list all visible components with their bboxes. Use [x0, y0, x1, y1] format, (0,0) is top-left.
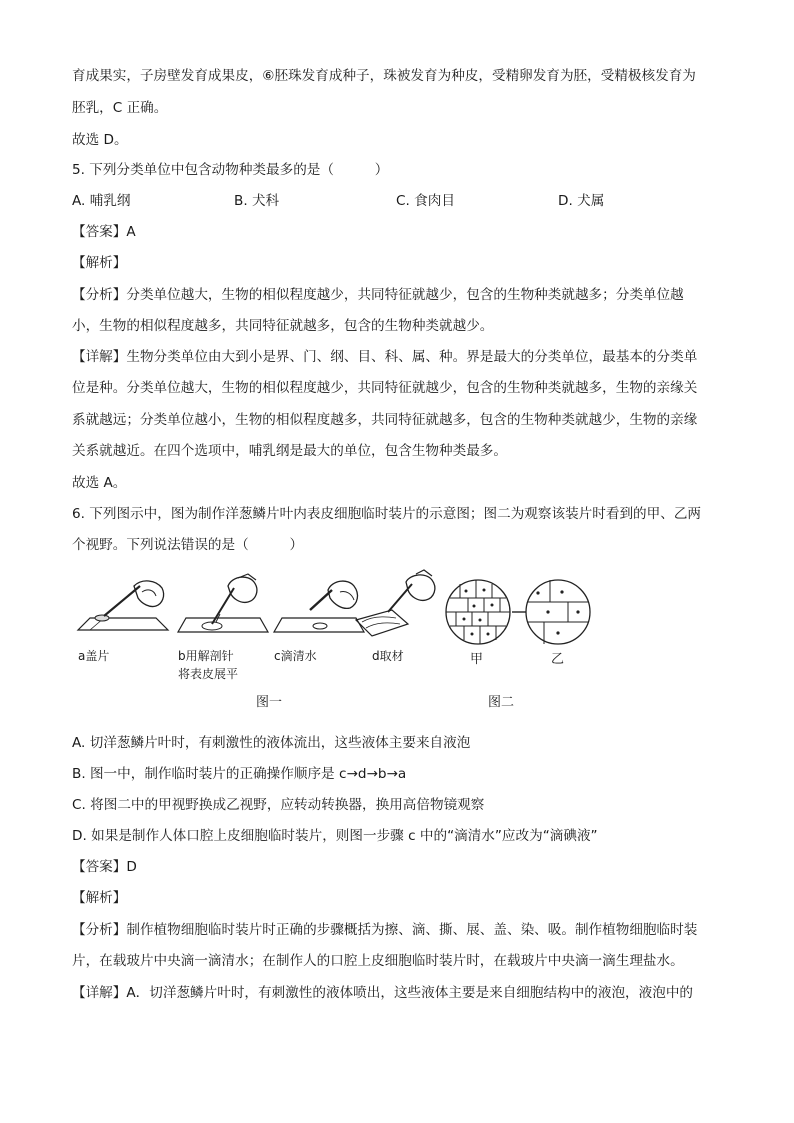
text-line: 胚乳，C 正确。: [72, 100, 168, 116]
text-line: 系就越远；分类单位越小，生物的相似程度越多，共同特征就越多，包含的生物种类就越少，生物的亲缘: [72, 412, 698, 428]
text-line: 关系就越近。在四个选项中，哺乳纲是最大的单位，包含生物种类最多。: [72, 443, 507, 459]
text-line: 故选 D。: [72, 132, 128, 148]
q5-option-d: D. 犬属: [558, 193, 605, 209]
step-b-label-line2: 将表皮展平: [178, 667, 239, 681]
q5-option-b: B. 犬科: [234, 193, 280, 209]
text-line: 育成果实，子房壁发育成果皮，⑥胚珠发育成种子，珠被发育为种皮，受精卵发育为胚，受精极核发育为: [72, 68, 696, 84]
q6-option-a: A. 切洋葱鳞片叶时，有刺激性的液体流出，这些液体主要来自液泡: [72, 735, 471, 751]
step-c-label: c滴清水: [274, 649, 317, 663]
text-line: 【详解】生物分类单位由大到小是界、门、纲、目、科、属、种。界是最大的分类单位，最基本的分类单: [72, 349, 698, 365]
step-d-label: d取材: [372, 649, 404, 663]
microscope-view-yi: [524, 578, 592, 646]
text-line: 片，在载玻片中央滴一滴清水；在制作人的口腔上皮细胞临时装片时，在载玻片中央滴一滴生理盐水。: [72, 953, 684, 969]
q6-option-b: B. 图一中，制作临时装片的正确操作顺序是 c→d→b→a: [72, 766, 407, 782]
q5-analysis-heading: 【解析】: [72, 255, 127, 271]
step-a-illustration: [76, 578, 172, 642]
step-b-illustration: [176, 574, 274, 642]
q5-option-a: A. 哺乳纲: [72, 193, 131, 209]
step-a-label: a盖片: [78, 649, 110, 663]
text-line: 故选 A。: [72, 475, 127, 491]
step-d-illustration: [352, 572, 444, 642]
q6-answer: 【答案】D: [72, 859, 137, 875]
q5-answer: 【答案】A: [72, 224, 136, 240]
step-b-label: b用解剖针: [178, 649, 234, 663]
figure-2-caption: 图二: [488, 695, 515, 710]
text-line: 【分析】分类单位越大，生物的相似程度越少，共同特征就越少，包含的生物种类就越多；分类单位越: [72, 287, 684, 303]
text-line: 位是种。分类单位越大，生物的相似程度越少，共同特征就越少，包含的生物种类就越多，生物的亲缘关: [72, 380, 698, 396]
question-6-stem: 6. 下列图示中，图为制作洋葱鳞片叶内表皮细胞临时装片的示意图；图二为观察该装片时看到的甲、乙两: [72, 506, 702, 522]
view-yi-label: 乙: [551, 652, 565, 667]
q6-analysis-heading: 【解析】: [72, 890, 127, 906]
view-jia-label: 甲: [470, 652, 484, 667]
text-line: 【分析】制作植物细胞临时装片时正确的步骤概括为擦、滴、撕、展、盖、染、吸。制作植物细胞临时装: [72, 922, 698, 938]
q6-option-c: C. 将图二中的甲视野换成乙视野，应转动转换器，换用高倍物镜观察: [72, 797, 485, 813]
q5-option-c: C. 食肉目: [396, 193, 455, 209]
microscope-view-jia: [444, 578, 512, 646]
question-6-stem: 个视野。下列说法错误的是（ ）: [72, 537, 304, 553]
figure-1-caption: 图一: [256, 695, 283, 710]
text-line: 小，生物的相似程度越多，共同特征就越多，包含的生物种类就越少。: [72, 318, 494, 334]
text-line: 【详解】A．切洋葱鳞片叶时，有刺激性的液体喷出，这些液体主要是来自细胞结构中的液泡，液泡中的: [72, 985, 694, 1001]
q6-option-d: D. 如果是制作人体口腔上皮细胞临时装片，则图一步骤 c 中的“滴清水”应改为“滴碘液”: [72, 828, 598, 844]
question-5-stem: 5. 下列分类单位中包含动物种类最多的是（ ）: [72, 162, 389, 178]
